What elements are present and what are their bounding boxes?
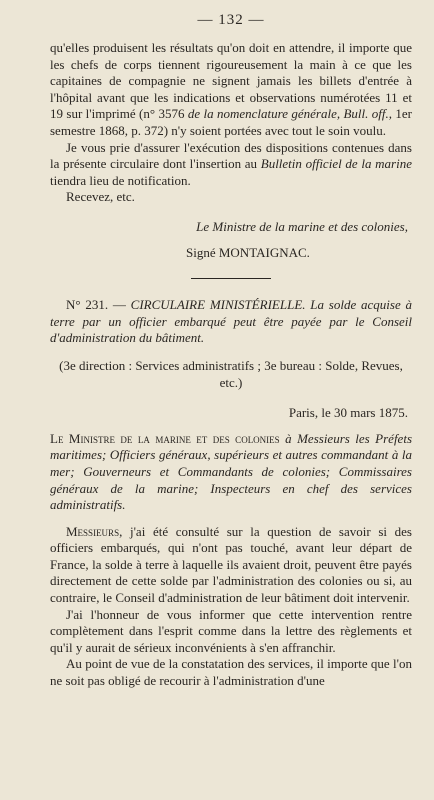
paragraph-execution xyxy=(50,140,412,190)
circular-dash: — xyxy=(108,296,131,312)
body-paragraph-2: J'ai l'honneur de vous informer que cette intervention rentre complètement dans l'esprit comme dans la lettre des règlements et qu'il y aurait de sérieux inconvénients à s'en affranchir. xyxy=(50,606,412,655)
minister-title: Le Ministre de la marine et des colonies, xyxy=(196,218,408,234)
direction-line: (3e direction : Services administratifs ; 3e bureau : Solde, Revues, etc.) xyxy=(59,357,403,390)
paragraph-text: tiendra lieu de notification. xyxy=(50,172,191,188)
addressee-list: à Messieurs les Préfets maritimes; Officiers généraux, supérieurs et autres commandant à la mer; Gouverneurs et Commandants de colonies; Commissaires généraux de la marine; Inspecteurs en chef des services administratifs. xyxy=(50,430,412,513)
body-paragraph-3: Au point de vue de la constatation des services, il importe que l'on ne soit pas obligé de recourir à l'administration d'une xyxy=(50,656,412,689)
body-paragraph-1 xyxy=(50,524,412,607)
place-date: Paris, le 30 mars 1875. xyxy=(288,404,408,420)
circular-title: CIRCULAIRE MINISTÉRIELLE. xyxy=(130,296,306,312)
circular-heading xyxy=(50,297,412,347)
circular-number: N° 231. xyxy=(66,296,109,312)
paragraph-hospital-billets xyxy=(50,40,412,140)
closing-formula: Recevez, etc. xyxy=(66,189,135,205)
signature: Signé MONTAIGNAC. xyxy=(186,244,310,260)
circular-subject: La solde acquise à terre par un officier embarqué peut être payée par le Conseil d'administration du bâtiment. xyxy=(50,296,413,346)
page-number: — 132 — xyxy=(197,12,265,28)
addressee-lead: Le Ministre de la marine et des colonies xyxy=(50,430,280,446)
addressee-block xyxy=(50,431,412,514)
paragraph-text: j'ai été consulté sur la question de savoir si des officiers embarqués, qui n'ont pas touché, avant leur départ de France, la solde à terre à laquelle ils avaient droit, peuvent être payés directement de cette solde par l'administration des colonies ou si, au contraire, le Conseil d'administration de leur bâtiment doit intervenir. xyxy=(50,523,412,606)
paragraph-italic: de la nomenclature générale, Bull. off., xyxy=(187,106,393,122)
paragraph-text: 1er semestre 1868, p. 372) n'y soient portées avec tout le soin voulu. xyxy=(50,106,412,138)
section-divider xyxy=(191,278,271,279)
paragraph-text: Je vous prie d'assurer l'exécution des dispositions contenues dans la présente circulaire dont l'insertion au xyxy=(50,139,412,172)
paragraph-italic: Bulletin officiel de la marine xyxy=(260,156,412,172)
paragraph-text: qu'elles produisent les résultats qu'on doit en attendre, il importe que les chefs de corps tiennent rigoureusement la main à ce que les capitaines de compagnie ne signent jamais les billets d'entrée à l'hôpital avant que les indications et observations numérotées 11 et 19 sur l'imprimé (n° 3576 xyxy=(50,40,412,122)
salutation: Messieurs, xyxy=(66,523,123,539)
